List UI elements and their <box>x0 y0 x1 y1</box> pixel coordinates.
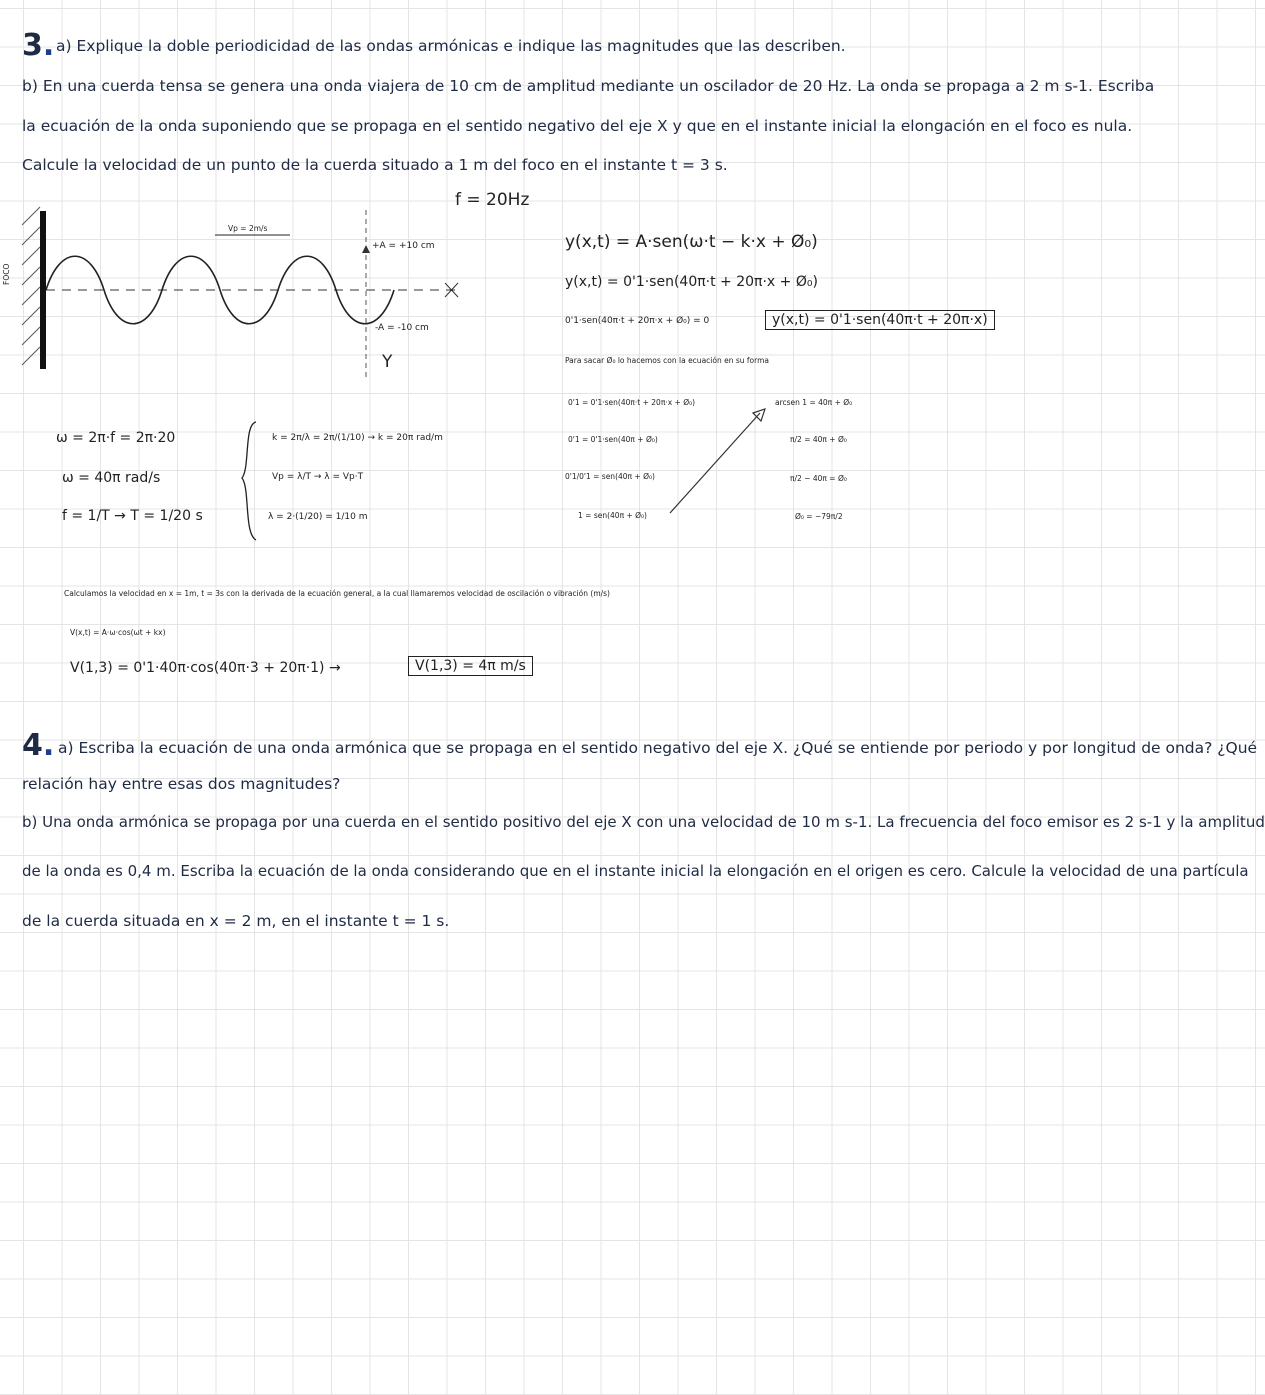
question-3-number: 3. <box>22 28 55 63</box>
wave-equation-result: y(x,t) = 0'1·sen(40π·t + 20π·x) <box>765 310 995 330</box>
wall-hatching <box>22 207 40 365</box>
period-step: f = 1/T → T = 1/20 s <box>62 508 203 524</box>
velocity-formula: V(x,t) = A·ω·cos(ωt + kx) <box>70 628 166 637</box>
velocity-note: Calculamos la velocidad en x = 1m, t = 3s con la derivada de la ecuación general, a la cual llamaremos velocidad de oscilación o vibración (m/s) <box>64 589 610 598</box>
general-equation: y(x,t) = A·sen(ω·t − k·x + Ø₀) <box>565 232 818 252</box>
omega-step-2: ω = 40π rad/s <box>62 470 161 486</box>
amplitude-positive: +A = +10 cm <box>372 241 435 251</box>
phase-step-1: 0'1 = 0'1·sen(40π·t + 20π·x + Ø₀) <box>568 398 696 407</box>
phase-step-4: 1 = sen(40π + Ø₀) <box>578 511 647 520</box>
phase-note: Para sacar Ø₀ lo hacemos con la ecuación en su forma <box>565 356 769 365</box>
arcsin-step-4: Ø₀ = −79π/2 <box>795 512 843 521</box>
solution-arrow <box>665 405 775 520</box>
velocity-label: Vp = 2m/s <box>228 224 268 233</box>
omega-step-1: ω = 2π·f = 2π·20 <box>56 430 176 446</box>
phase-step-3: 0'1/0'1 = sen(40π + Ø₀) <box>565 472 655 481</box>
q3-part-b-line1: b) En una cuerda tensa se genera una onda viajera de 10 cm de amplitud mediante un oscilador de 20 Hz. La onda se propaga a 2 m s-1. Escriba <box>22 77 1155 95</box>
velocity-substitution: V(1,3) = 0'1·40π·cos(40π·3 + 20π·1) → <box>70 660 341 676</box>
k-calculation: k = 2π/λ = 2π/(1/10) → k = 20π rad/m <box>272 433 443 443</box>
substituted-equation: y(x,t) = 0'1·sen(40π·t + 20π·x + Ø₀) <box>565 274 818 290</box>
velocity-result: V(1,3) = 4π m/s <box>408 656 533 676</box>
q4-part-b-line3: de la cuerda situada en x = 2 m, en el instante t = 1 s. <box>22 912 450 930</box>
arcsin-step-1: arcsen 1 = 40π + Ø₀ <box>775 398 853 407</box>
y-axis-label: Y <box>382 352 393 372</box>
q3-part-b-line2: la ecuación de la onda suponiendo que se propaga en el sentido negativo del eje X y que en el instante inicial la elongación en el foco es nula. <box>22 117 1133 135</box>
q4-part-a-line2: relación hay entre esas dos magnitudes? <box>22 775 341 793</box>
q3-part-b-line3: Calcule la velocidad de un punto de la cuerda situado a 1 m del foco en el instante t = 3 s. <box>22 156 728 174</box>
q4-part-a-line1: a) Escriba la ecuación de una onda armónica que se propaga en el sentido negativo del eje X. ¿Qué se entiende por periodo y por longitud de onda? ¿Qué <box>58 739 1258 757</box>
wall <box>40 211 46 369</box>
q4-part-b-line1: b) Una onda armónica se propaga por una cuerda en el sentido positivo del eje X con una velocidad de 10 m s-1. La frecuencia del foco emisor es 2 s-1 y la amplitud <box>22 813 1265 831</box>
frequency-note: f = 20Hz <box>455 190 530 210</box>
phase-step-2: 0'1 = 0'1·sen(40π + Ø₀) <box>568 435 658 444</box>
amplitude-negative: -A = -10 cm <box>375 323 429 333</box>
brace <box>236 418 266 544</box>
q4-part-b-line2: de la onda es 0,4 m. Escriba la ecuación de la onda considerando que en el instante inicial la elongación en el origen es cero. Calcule la velocidad de una partícula <box>22 862 1249 880</box>
arcsin-step-3: π/2 − 40π = Ø₀ <box>790 474 847 483</box>
equation-zero: 0'1·sen(40π·t + 20π·x + Ø₀) = 0 <box>565 316 710 326</box>
question-4-number: 4. <box>22 728 55 763</box>
wall-label: FOCO <box>2 263 11 285</box>
arcsin-step-2: π/2 = 40π + Ø₀ <box>790 435 847 444</box>
q3-part-a: a) Explique la doble periodicidad de las ondas armónicas e indique las magnitudes que las describen. <box>56 37 846 55</box>
phase-velocity: Vp = λ/T → λ = Vp·T <box>272 472 364 482</box>
wave-diagram <box>0 205 560 395</box>
lambda-calculation: λ = 2·(1/20) = 1/10 m <box>268 512 368 522</box>
